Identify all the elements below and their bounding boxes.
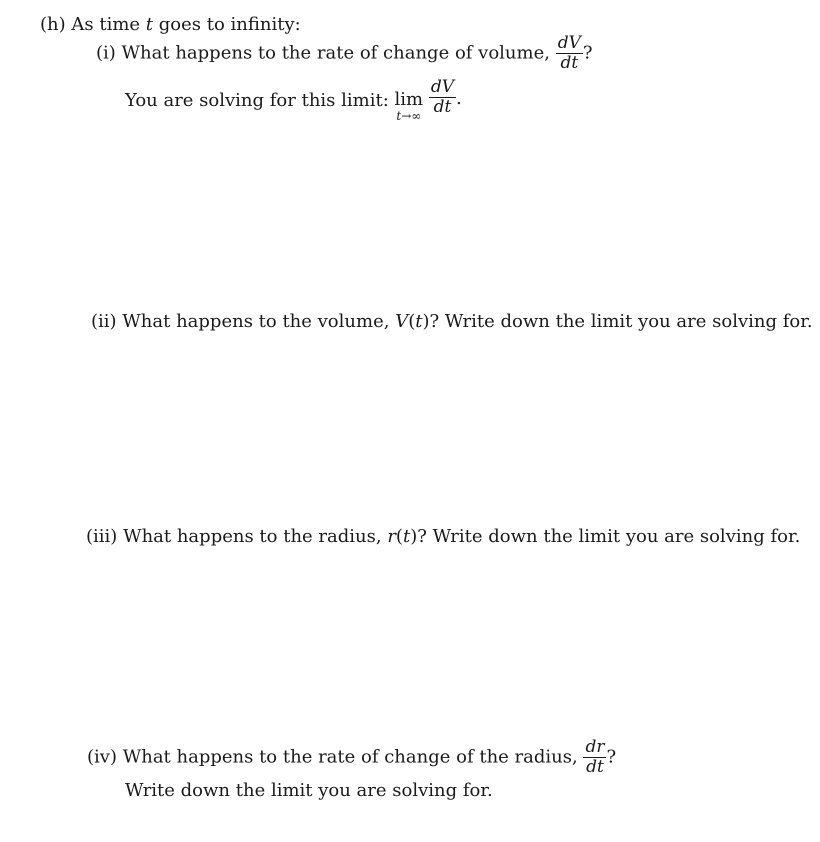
question-i-label: (i) — [96, 42, 116, 64]
question-iii-text-before: What happens to the radius, — [123, 526, 382, 547]
part-h-text-before: As time — [71, 14, 141, 35]
limit-end: . — [456, 88, 462, 109]
question-iv-text: What happens to the rate of change of the radius, — [122, 746, 578, 768]
question-iii-text-after: ? Write down the limit you are solving for. — [417, 526, 801, 547]
question-iii-paren-open: ( — [395, 526, 403, 547]
question-ii-text-after: ? Write down the limit you are solving for. — [429, 311, 813, 332]
question-iii-label: (iii) — [86, 526, 118, 547]
question-iv — [87, 738, 616, 777]
question-ii-function: V — [395, 311, 409, 332]
question-ii-label: (ii) — [91, 311, 117, 332]
question-i-limit-line — [125, 78, 462, 122]
question-i-text: What happens to the rate of change of volume, — [121, 42, 550, 64]
limit-fraction-denominator: dt — [429, 97, 456, 117]
question-ii-argument: t — [415, 311, 423, 332]
question-iv-fraction-numerator: dr — [585, 737, 605, 757]
question-iv-line-2 — [125, 780, 493, 802]
question-iii-argument: t — [402, 526, 411, 547]
question-iii — [86, 526, 800, 548]
question-ii-paren-open: ( — [408, 311, 416, 332]
part-h-label: (h) — [40, 14, 66, 35]
question-iv-fraction-denominator: dt — [583, 757, 606, 777]
question-ii — [91, 311, 813, 333]
question-iv-line-2-text: Write down the limit you are solving for. — [125, 780, 493, 801]
question-i-fraction — [556, 34, 583, 73]
question-iv-label: (iv) — [87, 746, 117, 768]
question-i-limit-text: You are solving for this limit: — [125, 90, 389, 111]
question-i-end: ? — [582, 42, 593, 64]
part-h-text-after: goes to infinity: — [158, 14, 301, 35]
question-i-fraction-denominator: dt — [556, 53, 583, 73]
part-h-variable: t — [145, 14, 154, 35]
limit-operator — [395, 90, 424, 122]
part-h-heading — [40, 14, 301, 36]
question-iv-end: ? — [606, 746, 617, 768]
limit-subscript: t→∞ — [396, 109, 422, 123]
limit-fraction — [429, 78, 456, 117]
question-i — [96, 34, 593, 73]
limit-word: lim — [394, 89, 424, 110]
limit-fraction-numerator: dV — [430, 77, 455, 97]
question-ii-paren-close: ) — [422, 311, 430, 332]
question-iii-function: r — [387, 526, 396, 547]
question-iv-fraction — [583, 738, 606, 777]
question-ii-text-before: What happens to the volume, — [122, 311, 390, 332]
question-i-fraction-numerator: dV — [557, 33, 581, 53]
question-iii-paren-close: ) — [410, 526, 418, 547]
